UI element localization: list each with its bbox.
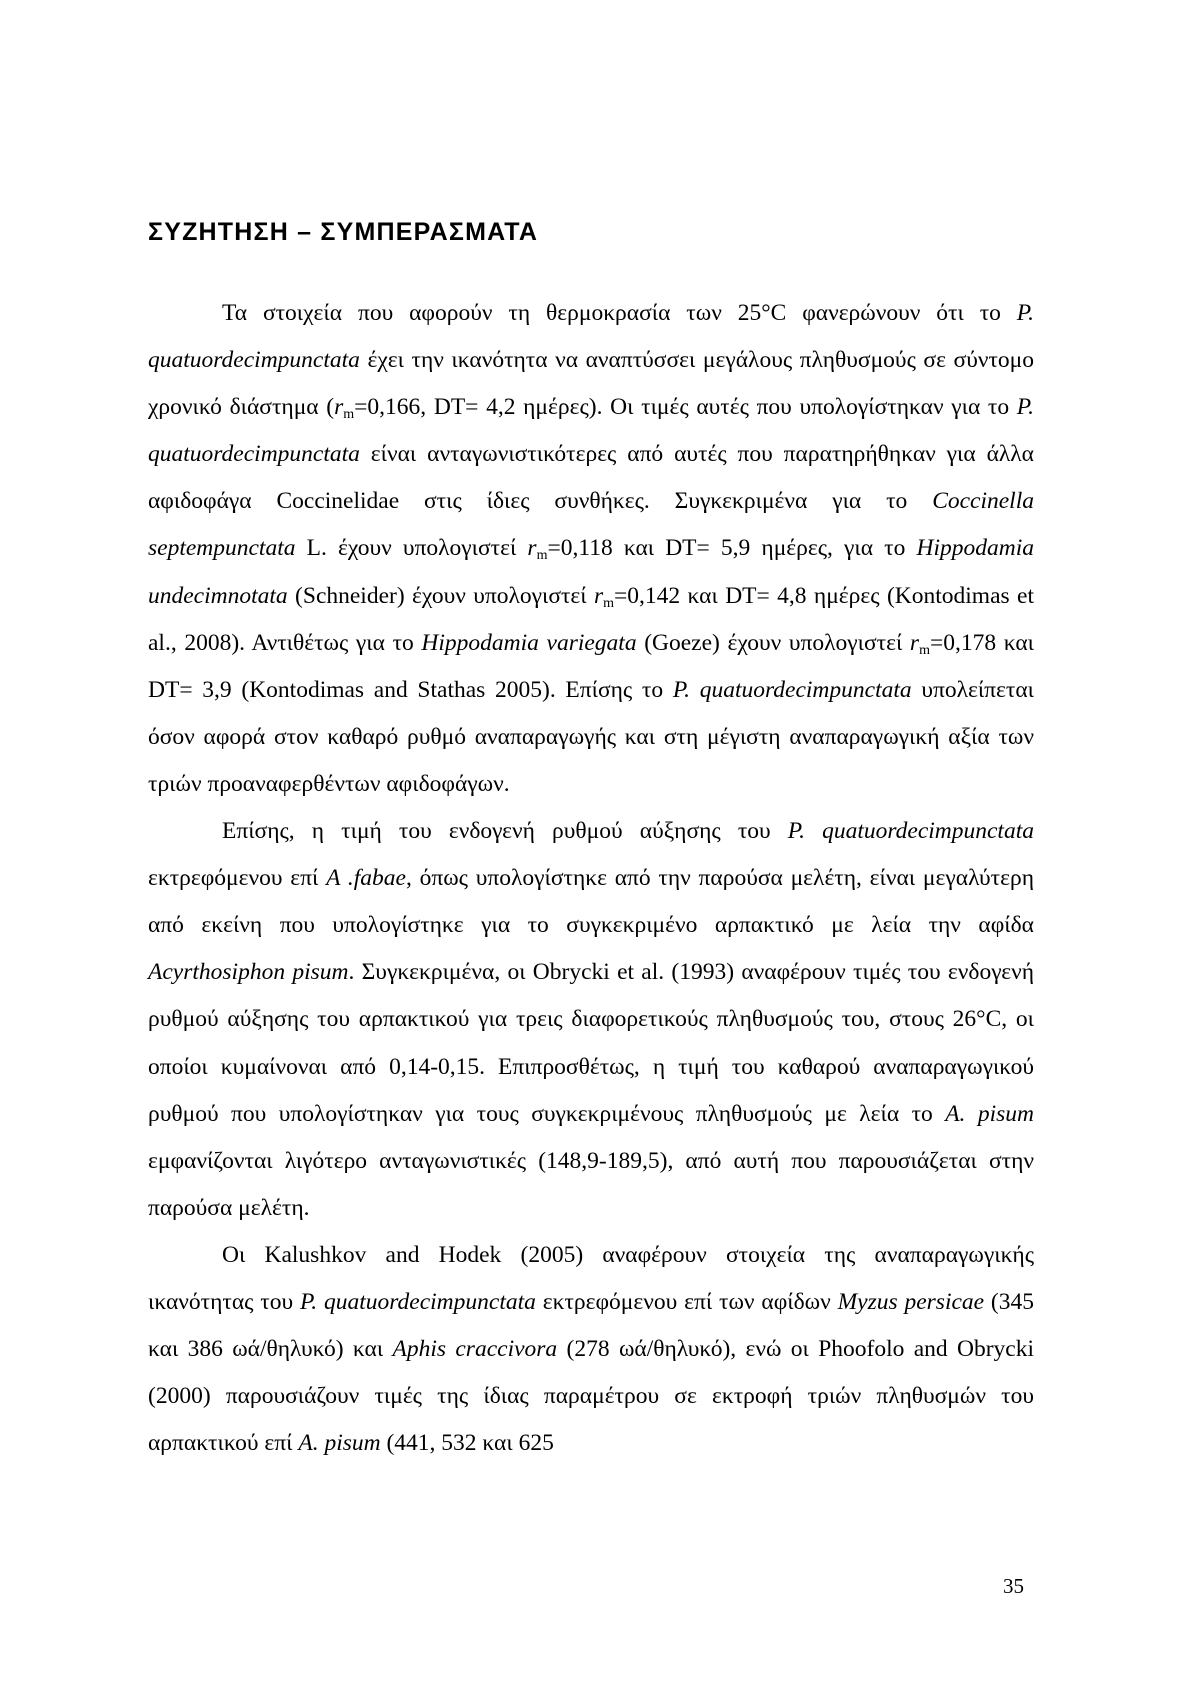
italic-term: A. pisum	[298, 1430, 381, 1457]
italic-term: P. quatuordecimpunctata	[787, 818, 1034, 845]
text-run: Τα στοιχεία που αφορούν τη θερμοκρασία των 25°C φανερώνουν ότι το	[222, 300, 1017, 326]
text-run: (278 ωά/θηλυκό), ενώ οι Phoofolo and Obrycki (2000) παρουσιάζουν τιμές της ίδιας παραμέτρου σε εκτροφή τριών πληθυσμών του αρπακτικού επί	[148, 1336, 1035, 1457]
subscript: m	[343, 407, 355, 423]
italic-term: Aphis craccivora	[392, 1336, 558, 1363]
text-run: (Goeze) έχουν υπολογιστεί	[636, 629, 910, 656]
text-run: =0,118 και DT= 5,9 ημέρες, για το	[547, 535, 917, 562]
text-run: (345 και 386 ωά/θηλυκό) και	[148, 1288, 1035, 1363]
paragraph-3	[148, 1232, 1034, 1467]
text-run: Επίσης, η τιμή του ενδογενή ρυθμού αύξησης του	[222, 818, 788, 845]
italic-term: P. quatuordecimpunctata	[299, 1288, 536, 1315]
subscript: m	[603, 595, 615, 611]
italic-term: Myzus persicae	[837, 1288, 985, 1315]
italic-term: r	[527, 535, 537, 562]
italic-term: Hippodamia variegata	[421, 629, 637, 656]
italic-term: Hippodamia undecimnotata	[148, 535, 1034, 609]
text-run: έχει την ικανότητα να αναπτύσσει μεγάλους πληθυσμούς σε σύντομο χρονικό διάστημα (	[148, 347, 1034, 421]
text-run: =0,142 και DT= 4,8 ημέρες (Kontodimas et al., 2008). Αντιθέτως για το	[148, 582, 1034, 656]
italic-term: Acyrthosiphon pisum	[148, 959, 349, 986]
text-run: (441, 532 και 625	[380, 1430, 554, 1457]
italic-term: A. pisum	[945, 1100, 1035, 1127]
italic-term: P. quatuordecimpunctata	[148, 394, 1034, 468]
text-run: υπολείπεται όσον αφορά στον καθαρό ρυθμό αναπαραγωγής και στη μέγιστη αναπαραγωγική αξία των τριών προαναφερθέντων αφιδοφάγων.	[148, 676, 1034, 797]
italic-term: r	[594, 582, 604, 609]
section-heading: ΣΥΖΗΤΗΣΗ – ΣΥΜΠΕΡΑΣΜΑΤΑ	[148, 218, 539, 246]
text-run: εκτρεφόμενου επί των αφίδων	[535, 1288, 838, 1315]
text-run: εμφανίζονται λιγότερο ανταγωνιστικές (148,9-189,5), από αυτή που παρουσιάζεται στην παρούσα μελέτη.	[148, 1147, 1034, 1221]
text-run: (Schneider) έχουν υπολογιστεί	[287, 582, 594, 609]
text-run: Οι Kalushkov and Hodek (2005) αναφέρουν στοιχεία της αναπαραγωγικής ικανότητας του	[148, 1241, 1034, 1315]
subscript: m	[919, 642, 930, 658]
text-run: =0,166, DT= 4,2 ημέρες). Οι τιμές αυτές που υπολογίστηκαν για το	[354, 394, 1017, 421]
page-number: 35	[1003, 1574, 1024, 1598]
italic-term: P. quatuordecimpunctata	[148, 300, 1034, 374]
italic-term: r	[909, 629, 920, 656]
paragraph-1	[148, 290, 1034, 808]
italic-term: Coccinella septempunctata	[148, 488, 1034, 562]
text-run: είναι ανταγωνιστικότερες από αυτές που παρατηρήθηκαν για άλλα αφιδοφάγα Coccinelidae στις ίδιες συνθήκες. Συγκεκριμένα για το	[148, 441, 1034, 515]
subscript: m	[536, 548, 548, 564]
italic-term: r	[334, 394, 344, 421]
text-run: . Συγκεκριμένα, οι Obrycki et al. (1993) αναφέρουν τιμές του ενδογενή ρυθμού αύξησης του αρπακτικού για τρεις διαφορετικούς πληθυσμούς του, στους 26°C, οι οποίοι κυμαίνοναι από 0,14-0,15. Επιπροσθέτως, η τιμή του καθαρού αναπαραγωγικού ρυθμού που υπολογίστηκαν για τους συγκεκριμένους πληθυσμούς με λεία το	[148, 959, 1034, 1127]
text-run: =0,178 και DT= 3,9 (Kontodimas and Stathas 2005). Επίσης το	[148, 629, 1034, 703]
paragraph-2	[148, 808, 1034, 1232]
text-run: L. έχουν υπολογιστεί	[295, 535, 528, 562]
italic-term: A .fabae	[326, 865, 406, 892]
text-run: εκτρεφόμενου επί	[148, 865, 327, 892]
body-text	[148, 290, 1034, 1467]
text-run: , όπως υπολογίστηκε από την παρούσα μελέτη, είναι μεγαλύτερη από εκείνη που υπολογίστηκε για το συγκεκριμένο αρπακτικό με λεία την αφίδα	[148, 865, 1035, 939]
italic-term: P. quatuordecimpunctata	[672, 676, 912, 703]
